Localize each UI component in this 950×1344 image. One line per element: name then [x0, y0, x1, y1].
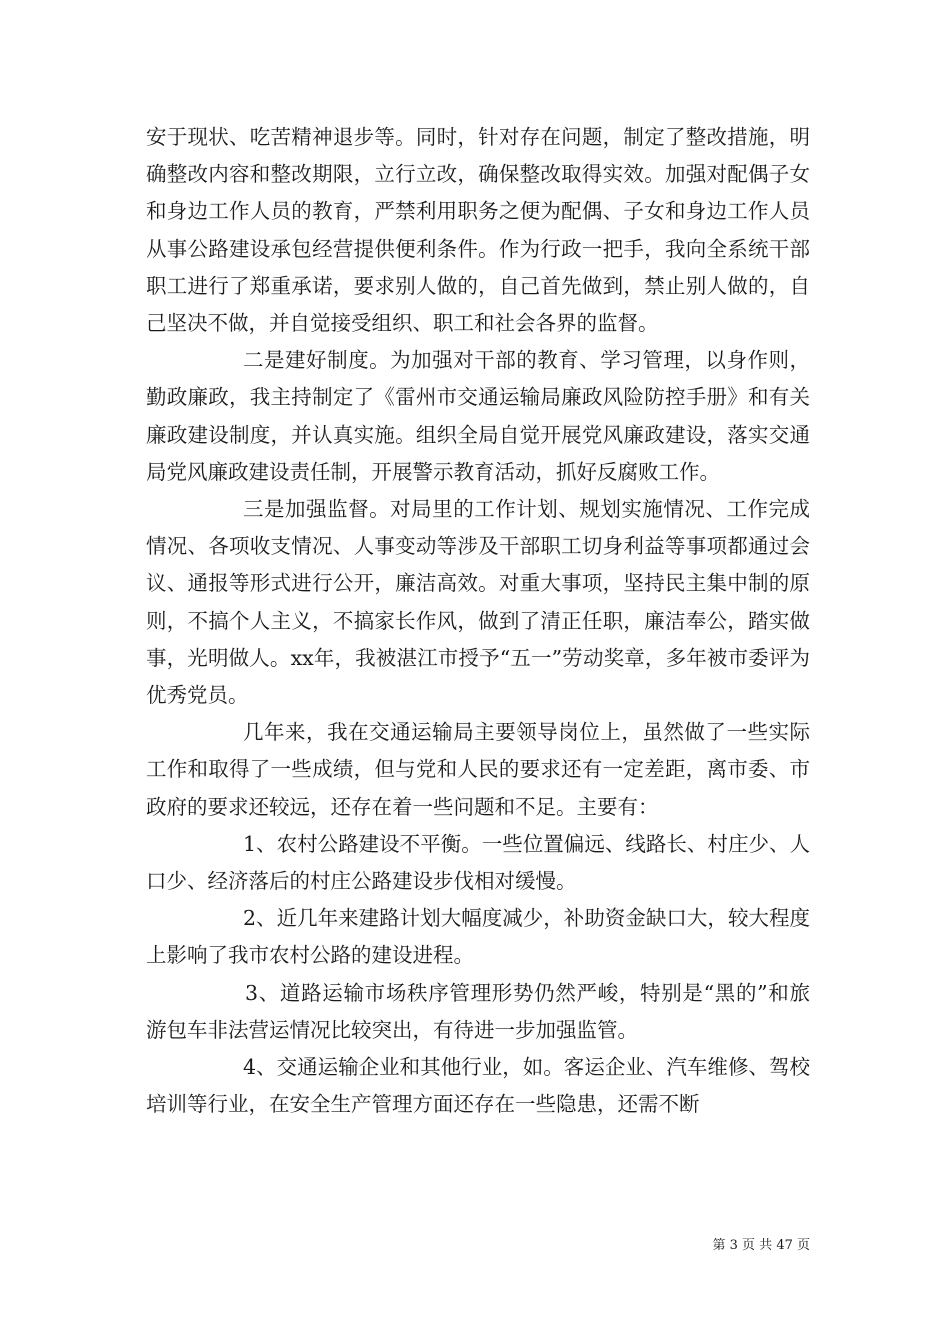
paragraph-2: 二是建好制度。为加强对干部的教育、学习管理，以身作则，勤政廉政，我主持制定了《雷州市交通运输局廉政风险防控手册》和有关廉政建设制度，并认真实施。组织全局自觉开展党风廉政建设，落实交通局党风廉政建设责任制，开展警示教育活动，抓好反腐败工作。 — [146, 348, 810, 484]
page-number-footer: 第 3 页 共 47 页 — [712, 1238, 810, 1253]
paragraph-4: 几年来，我在交通运输局主要领导岗位上，虽然做了一些实际工作和取得了一些成绩，但与党和人民的要求还有一定差距，离市委、市政府的要求还较远，还存在着一些问题和不足。主要有： — [146, 720, 810, 819]
paragraph-7: 3、道路运输市场秩序管理形势仍然严峻，特别是“黑的”和旅游包车非法营运情况比较突出，有待进一步加强监管。 — [146, 980, 810, 1042]
paragraph-3: 三是加强监督。对局里的工作计划、规划实施情况、工作完成情况、各项收支情况、人事变动等涉及干部职工切身利益等事项都通过会议、通报等形式进行公开，廉洁高效。对重大事项，坚持民主集中制的原则，不搞个人主义，不搞家长作风，做到了清正任职，廉洁奉公，踏实做事，光明做人。xx年，我被湛江市授予“五一”劳动奖章，多年被市委评为优秀党员。 — [146, 497, 810, 708]
paragraph-6: 2、近几年来建路计划大幅度减少，补助资金缺口大，较大程度上影响了我市农村公路的建设进程。 — [146, 906, 810, 968]
paragraph-5: 1、农村公路建设不平衡。一些位置偏远、线路长、村庄少、人口少、经济落后的村庄公路建设步伐相对缓慢。 — [146, 831, 810, 894]
document-body — [146, 119, 810, 1123]
paragraph-8: 4、交通运输企业和其他行业，如。客运企业、汽车维修、驾校培训等行业，在安全生产管理方面还存在一些隐患，还需不断 — [146, 1055, 810, 1117]
paragraph-1: 安于现状、吃苦精神退步等。同时，针对存在问题，制定了整改措施，明确整改内容和整改期限，立行立改，确保整改取得实效。加强对配偶子女和身边工作人员的教育，严禁利用职务之便为配偶、子女和身边工作人员从事公路建设承包经营提供便利条件。作为行政一把手，我向全系统干部职工进行了郑重承诺，要求别人做的，自己首先做到，禁止别人做的，自己坚决不做，并自觉接受组织、职工和社会各界的监督。 — [146, 125, 810, 336]
